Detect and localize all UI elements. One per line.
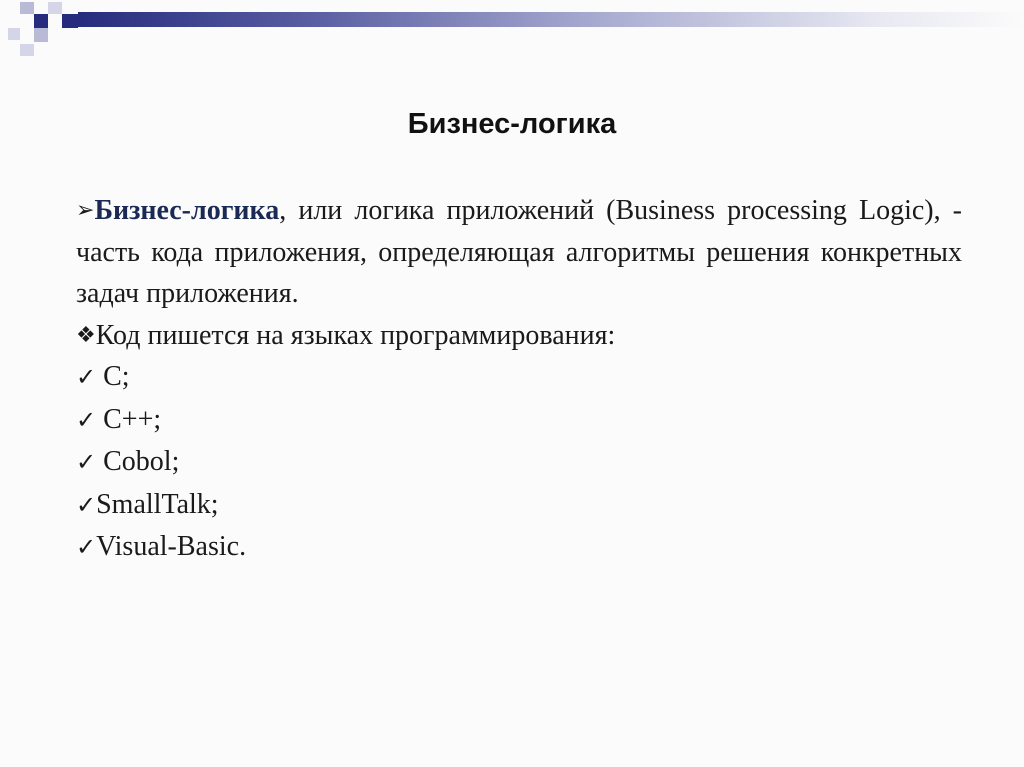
language-label: SmallTalk; — [96, 488, 219, 520]
language-item — [76, 356, 962, 399]
language-label: Visual-Basic. — [96, 531, 247, 562]
definition-text: , или логика приложений (Business processing Logic), - часть кода приложения, определяющая алгоритмы решения конкретных задач приложения. — [76, 195, 962, 309]
language-item — [76, 441, 962, 484]
header-decoration-squares — [0, 0, 80, 60]
header-decoration-bar — [78, 12, 1024, 27]
slide-body — [76, 190, 962, 569]
deco-square — [34, 14, 48, 28]
language-label: C++; — [96, 403, 162, 435]
deco-square — [48, 2, 62, 14]
language-label: Cobol; — [96, 446, 180, 477]
deco-square — [62, 14, 78, 28]
deco-square — [20, 2, 34, 14]
checkmark-icon: ✓ — [76, 533, 97, 561]
diamond-bullet-icon: ❖ — [76, 322, 96, 348]
language-item — [76, 399, 962, 442]
checkmark-icon: ✓ — [76, 405, 97, 434]
checkmark-icon: ✓ — [76, 363, 97, 391]
language-item — [76, 526, 962, 569]
deco-square — [20, 44, 34, 56]
language-item — [76, 484, 962, 527]
arrow-bullet-icon: ➢ — [76, 198, 95, 223]
checkmark-icon: ✓ — [76, 490, 97, 519]
slide-title: Бизнес-логика — [407, 108, 617, 140]
languages-intro — [76, 315, 962, 357]
deco-square — [34, 28, 48, 42]
definition-paragraph — [76, 190, 962, 315]
checkmark-icon: ✓ — [76, 448, 97, 476]
languages-intro-text: Код пишется на языках программирования: — [95, 319, 616, 351]
definition-term: Бизнес-логика — [94, 195, 280, 226]
language-label: C; — [96, 361, 130, 392]
deco-square — [8, 28, 20, 40]
